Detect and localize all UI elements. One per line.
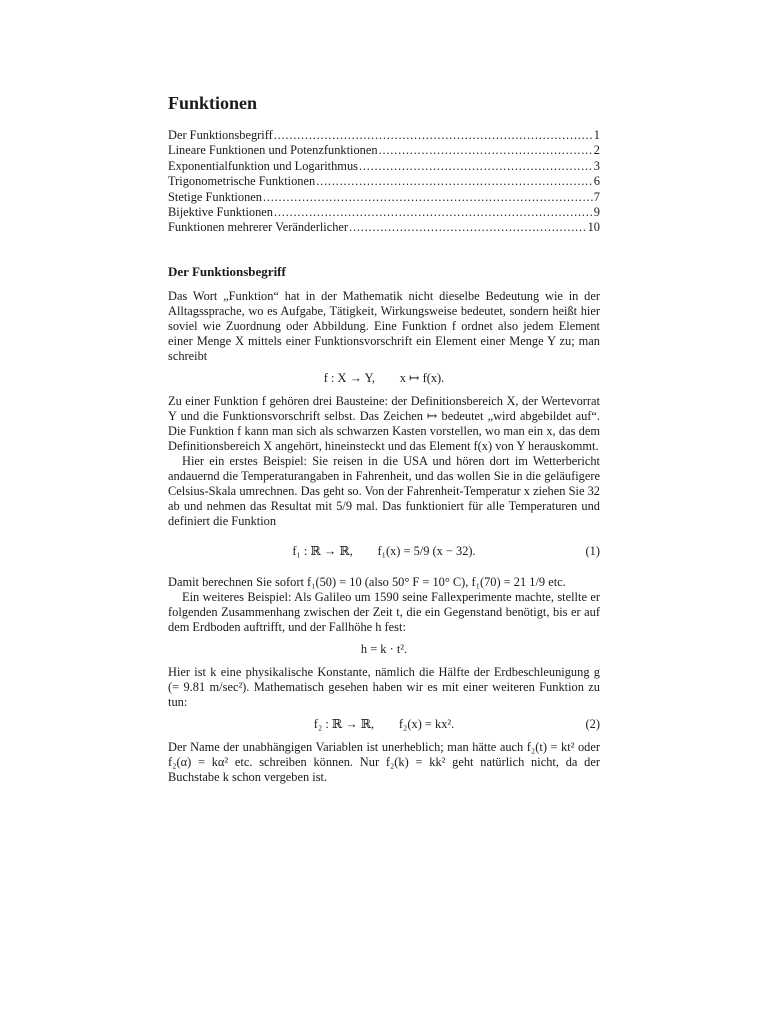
- equation-text: f : X → Y, x ↦ f(x).: [323, 371, 445, 386]
- toc-entry-page: 7: [593, 189, 600, 204]
- display-equation: [168, 641, 600, 659]
- section-heading: Der Funktionsbegriff: [168, 263, 286, 279]
- toc-entry: [168, 159, 600, 174]
- display-equation: [168, 370, 600, 388]
- toc-entry-title: Funktionen mehrerer Veränderlicher: [168, 220, 349, 235]
- display-equation: [168, 716, 600, 734]
- table-of-contents: [168, 128, 600, 236]
- paragraph: Der Name der unabhängigen Variablen ist unerheblich; man hätte auch f₂(t) = kt² oder f₂(α) = kα² etc. schreiben können. Nur f₂(k) = kk² geht natürlich nicht, da der Buchstabe k schon vergeben ist.: [168, 739, 600, 784]
- toc-entry: [168, 190, 600, 205]
- toc-entry-page: 6: [593, 174, 600, 189]
- toc-entry-title: Lineare Funktionen und Potenzfunktionen: [168, 143, 378, 158]
- toc-entry: [168, 220, 600, 235]
- paragraph: Das Wort „Funktion“ hat in der Mathematik nicht dieselbe Bedeutung wie in der Alltagssprache, wo es Aufgabe, Tätigkeit, Wirkungsweise bedeutet, sondern heißt hier soviel wie Zuordnung oder Abbildung. Eine Funktion f ordnet also jedem Element einer Menge X mittels einer Funktionsvorschrift ein Element einer Menge Y zu; man schreibt: [168, 288, 600, 363]
- toc-entry-title: Bijektive Funktionen: [168, 204, 273, 219]
- toc-entry: [168, 143, 600, 158]
- toc-entry-page: 2: [593, 143, 600, 158]
- toc-entry-title: Exponentialfunktion und Logarithmus: [168, 158, 358, 173]
- equation-text: f₁ : ℝ → ℝ, f₁(x) = 5/9 (x − 32).: [292, 544, 476, 559]
- toc-leader-dots: [379, 143, 593, 158]
- paragraph: Zu einer Funktion f gehören drei Bausteine: der Definitionsbereich X, der Wertevorrat Y und die Funktionsvorschrift selbst. Das Zeichen ↦ bedeutet „wird abgebildet auf“. Die Funktion f kann man sich als schwarzen Kasten vorstellen, wo man ein x, das dem Definitionsbereich X angehört, hineinsteckt und das Element f(x) von Y herauskommt.: [168, 393, 600, 453]
- toc-leader-dots: [316, 174, 593, 189]
- toc-leader-dots: [263, 190, 593, 205]
- equation-number: (2): [585, 717, 600, 732]
- document-page: [168, 92, 600, 785]
- paragraph: Damit berechnen Sie sofort f₁(50) = 10 (also 50° F = 10° C), f₁(70) = 21 1/9 etc.: [168, 574, 566, 589]
- toc-entry: [168, 128, 600, 143]
- toc-entry: [168, 174, 600, 189]
- toc-entry-title: Trigonometrische Funktionen: [168, 174, 316, 189]
- paragraph: Hier ein erstes Beispiel: Sie reisen in die USA und hören dort im Wetterbericht andauernd die Temperaturangaben in Fahrenheit, und das wollen Sie in die geläufigere Celsius-Skala umrechnen. Das geht so. Von der Fahrenheit-Temperatur x ziehen Sie 32 ab und nehmen das Resultat mit 5/9 mal. Das funktioniert für alle Temperaturen und definiert die Funktion: [168, 453, 600, 528]
- toc-leader-dots: [274, 128, 593, 143]
- toc-leader-dots: [274, 205, 593, 220]
- toc-entry-title: Stetige Funktionen: [168, 189, 262, 204]
- toc-entry-title: Der Funktionsbegriff: [168, 128, 273, 142]
- toc-entry: [168, 205, 600, 220]
- display-equation: [168, 535, 600, 569]
- equation-text: f₂ : ℝ → ℝ, f₂(x) = kx².: [313, 717, 455, 732]
- page-title: Funktionen: [168, 93, 258, 113]
- toc-entry-page: 3: [593, 158, 600, 173]
- toc-leader-dots: [349, 220, 587, 235]
- toc-entry-page: 9: [593, 204, 600, 219]
- paragraph: Hier ist k eine physikalische Konstante, nämlich die Hälfte der Erdbeschleunigung g (= 9.81 m/sec²). Mathematisch gesehen haben wir es mit einer weiteren Funktion zu tun:: [168, 664, 600, 709]
- equation-number: (1): [585, 544, 600, 559]
- toc-entry-page: 1: [593, 128, 600, 142]
- toc-entry-page: 10: [587, 220, 600, 235]
- toc-leader-dots: [359, 159, 593, 174]
- paragraph: Ein weiteres Beispiel: Als Galileo um 1590 seine Fallexperimente machte, stellte er folgenden Zusammenhang zwischen der Zeit t, die ein Gegenstand benötigt, bis er auf dem Erdboden auftrifft, und der Fallhöhe h fest:: [168, 589, 600, 634]
- equation-text: h = k · t².: [360, 642, 408, 657]
